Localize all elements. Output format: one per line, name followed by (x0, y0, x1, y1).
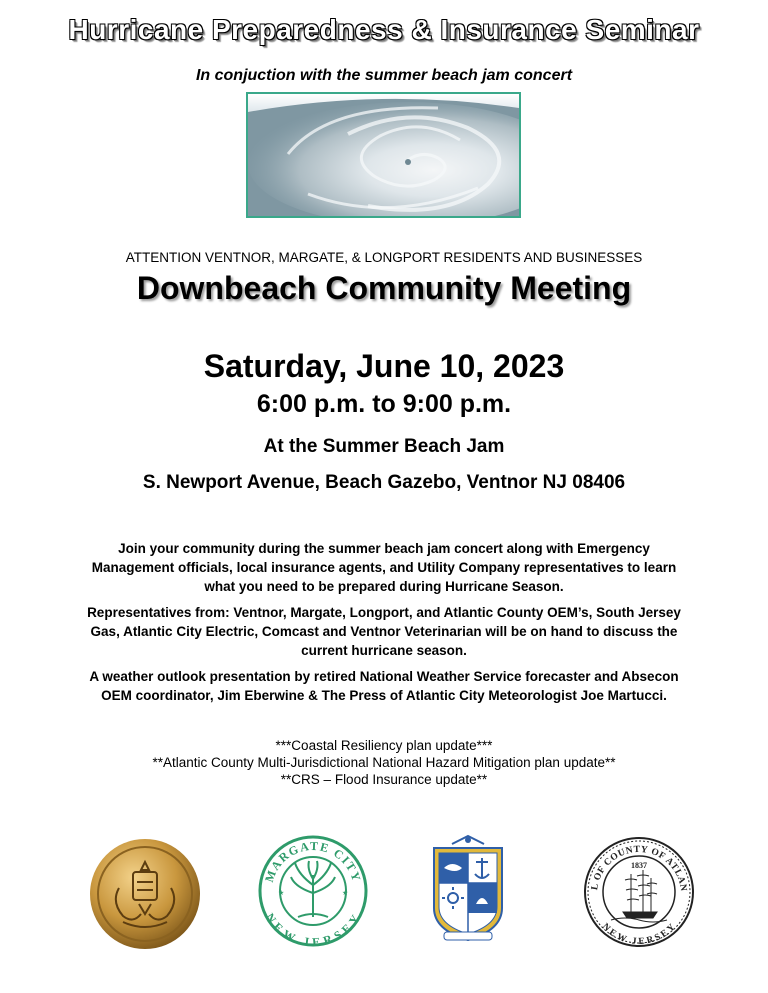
meeting-title: Downbeach Community Meeting (136, 270, 632, 306)
weather-outlook-paragraph: A weather outlook presentation by retired National Weather Service forecaster and Absecon OEM coordinator, Jim Eberwine & The Press of Atlantic City Meteorologist Joe Martucci. (89, 669, 679, 703)
longport-shield-icon (430, 834, 506, 951)
municipal-seals-row (0, 830, 768, 955)
meeting-date: Saturday, June 10, 2023 (203, 348, 565, 384)
meeting-time: 6:00 p.m. to 9:00 p.m. (256, 390, 512, 418)
update-item: **CRS – Flood Insurance update** (280, 772, 488, 787)
update-item: ***Coastal Resiliency plan update*** (275, 738, 493, 753)
attention-line: ATTENTION VENTNOR, MARGATE, & LONGPORT RESIDENTS AND BUSINESSES (125, 250, 643, 265)
representatives-paragraph: Representatives from: Ventnor, Margate, Longport, and Atlantic County OEM’s, South Jersey Gas, Atlantic City Electric, Comcast and Ventnor Veterinarian will be on hand to discuss the current hurricane season. (87, 605, 681, 658)
meeting-venue: At the Summer Beach Jam (263, 436, 505, 457)
margate-seal-top-text: MARGATE CITY (261, 838, 365, 885)
ventnor-seal-icon (89, 838, 201, 955)
margate-seal-bottom-text: NEW JERSEY (262, 910, 364, 947)
update-item: **Atlantic County Multi-Jurisdictional National Hazard Mitigation plan update** (152, 755, 616, 770)
hurricane-satellite-image (246, 92, 521, 218)
seminar-subtitle: In conjuction with the summer beach jam concert (195, 67, 573, 84)
meeting-address: S. Newport Avenue, Beach Gazebo, Ventnor NJ 08406 (142, 472, 626, 493)
margate-city-seal-icon (258, 835, 368, 952)
atlantic-seal-top-text: L OF COUNTY OF ATLAN (590, 844, 689, 893)
description-paragraph: Join your community during the summer beach jam concert along with Emergency Management officials, local insurance agents, and Utility Company representatives to learn what you need to be prepared during Hurricane Season. (91, 541, 677, 594)
svg-text:★: ★ (342, 889, 349, 897)
atlantic-seal-year: 1837 (631, 861, 647, 870)
seminar-title: Hurricane Preparedness & Insurance Seminar (68, 14, 700, 45)
atlantic-county-seal-icon (583, 836, 695, 953)
atlantic-seal-bottom-text: NEW JERSEY (599, 921, 679, 948)
svg-text:★: ★ (278, 889, 285, 897)
updates-list (40, 737, 728, 788)
